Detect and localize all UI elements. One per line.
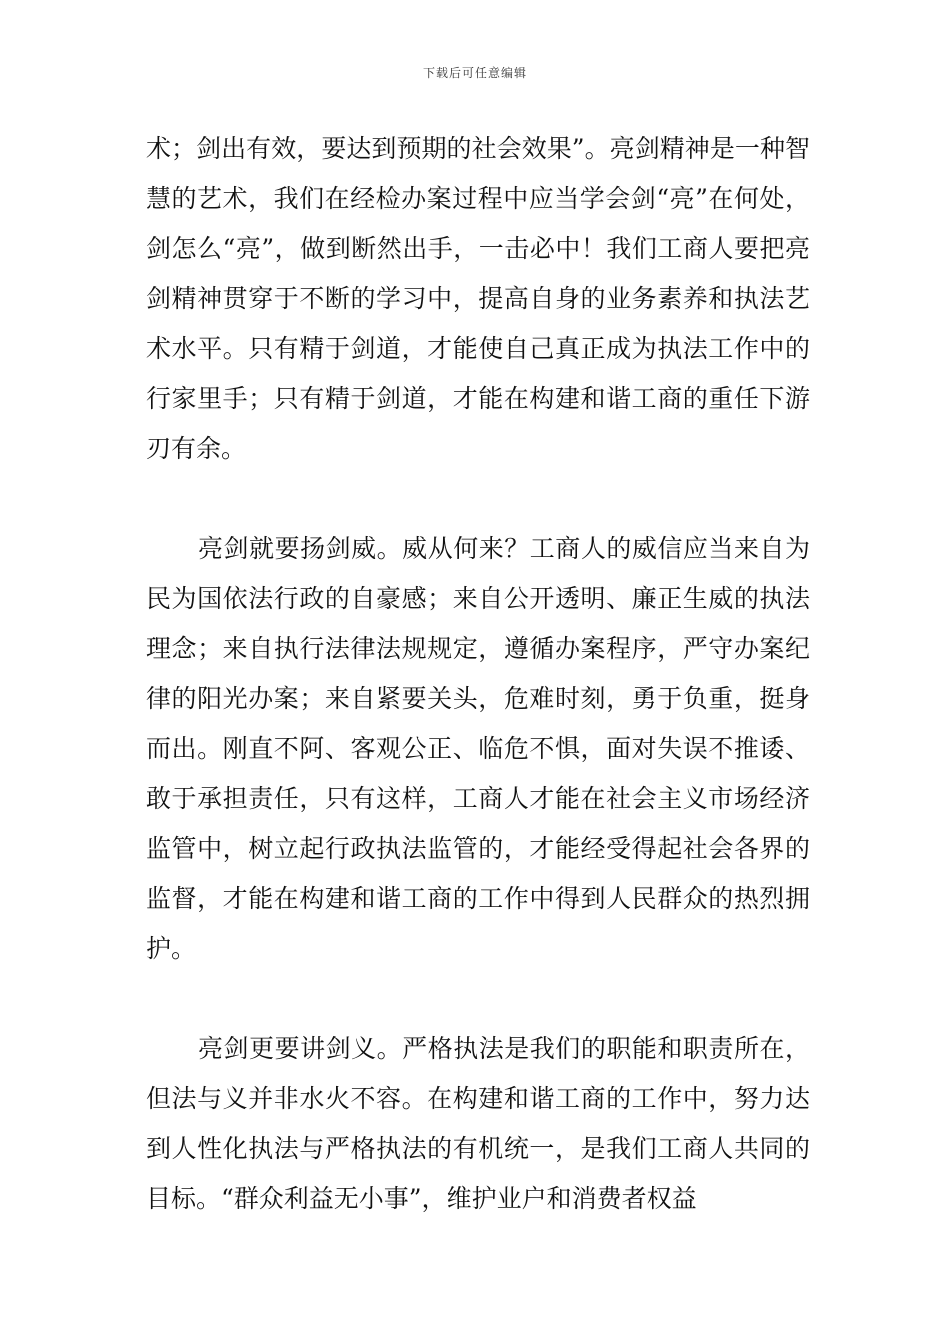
page-header: 下载后可任意编辑 (422, 66, 527, 80)
paragraph-spacer (146, 974, 810, 1024)
paragraph-spacer (146, 474, 810, 524)
paragraph-3: 亮剑更要讲剑义。严格执法是我们的职能和职责所在，但法与义并非水火不容。在构建和谐工商的工作中，努力达到人性化执法与严格执法的有机统一，是我们工商人共同的目标。“群众利益无小事”，维护业户和消费者权益 (146, 1034, 810, 1213)
document-body (146, 124, 810, 1224)
paragraph-1: 术；剑出有效，要达到预期的社会效果”。亮剑精神是一种智慧的艺术，我们在经检办案过程中应当学会剑“亮”在何处，剑怎么“亮”，做到断然出手，一击必中！我们工商人要把亮剑精神贯穿于不断的学习中，提高自身的业务素养和执法艺术水平。只有精于剑道，才能使自己真正成为执法工作中的行家里手；只有精于剑道，才能在构建和谐工商的重任下游刃有余。 (146, 134, 810, 463)
paragraph-2: 亮剑就要扬剑威。威从何来？工商人的威信应当来自为民为国依法行政的自豪感；来自公开透明、廉正生威的执法理念；来自执行法律法规规定，遵循办案程序，严守办案纪律的阳光办案；来自紧要关头，危难时刻，勇于负重，挺身而出。刚直不阿、客观公正、临危不惧，面对失误不推诿、敢于承担责任，只有这样，工商人才能在社会主义市场经济监管中，树立起行政执法监管的，才能经受得起社会各界的监督，才能在构建和谐工商的工作中得到人民群众的热烈拥护。 (146, 534, 810, 963)
